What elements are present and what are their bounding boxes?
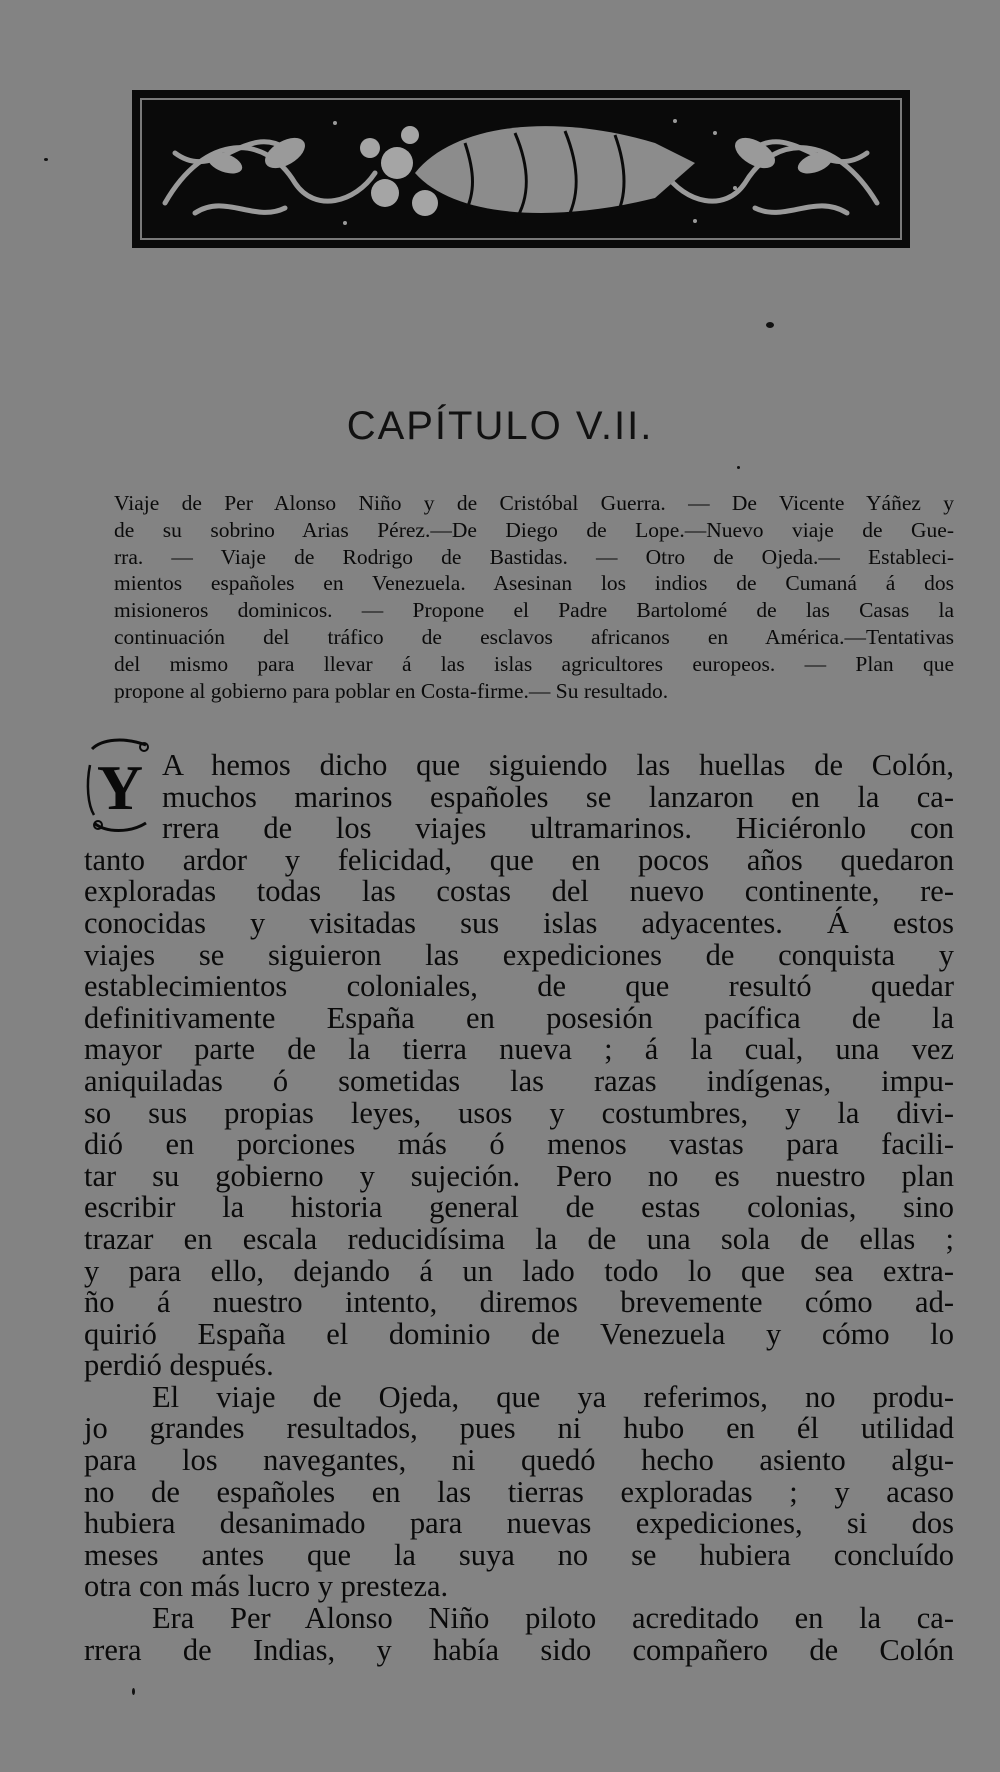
body-line: El viaje de Ojeda, que ya referimos, no produ-	[152, 1379, 954, 1414]
body-line: perdió después.	[84, 1348, 274, 1383]
body-line: meses antes que la suya no se hubiera concluído	[84, 1537, 954, 1572]
summary-line: propone al gobierno para poblar en Costa-firme.— Su resultado.	[114, 678, 669, 703]
body-line: Era Per Alonso Niño piloto acreditado en la ca-	[152, 1601, 954, 1636]
svg-text:Y: Y	[96, 752, 144, 823]
body-line: A hemos dicho que siguiendo las huellas de Colón,	[162, 748, 954, 782]
body-line: muchos marinos españoles se lanzaron en la ca-	[162, 779, 954, 814]
body-line: rrera de los viajes ultramarinos. Hiciéronlo con	[162, 811, 954, 846]
body-line: definitivamente España en posesión pacífica de la	[84, 1000, 954, 1035]
body-line: exploradas todas las costas del nuevo continente, re-	[84, 874, 954, 909]
chapter-summary	[114, 490, 954, 704]
body-line: para los navegantes, ni quedó hecho asiento algu-	[84, 1443, 954, 1478]
body-line: tanto ardor y felicidad, que en pocos años quedaron	[84, 842, 954, 877]
body-line: trazar en escala reducidísima la de una sola de ellas ;	[84, 1221, 954, 1256]
body-line: so sus propias leyes, usos y costumbres, y la divi-	[84, 1095, 954, 1130]
summary-line: mientos españoles en Venezuela. Asesinan los indios de Cumaná á dos	[114, 571, 954, 596]
body-line: mayor parte de la tierra nueva ; á la cual, una vez	[84, 1032, 954, 1067]
print-speck	[132, 1688, 135, 1695]
summary-line: misioneros dominicos. — Propone el Padre Bartolomé de las Casas la	[114, 598, 954, 623]
summary-line: continuación del tráfico de esclavos africanos en América.—Tentativas	[114, 624, 954, 649]
body-line: no de españoles en las tierras exploradas ; y acaso	[84, 1474, 954, 1509]
body-line: rrera de Indias, y había sido compañero de Colón	[84, 1632, 954, 1667]
cornucopia-ornament-icon	[135, 93, 907, 245]
body-line: dió en porciones más ó menos vastas para facili-	[84, 1127, 954, 1162]
chapter-body	[84, 750, 954, 1666]
ornamental-headpiece	[132, 90, 910, 248]
body-line: hubiera desanimado para nuevas expediciones, si dos	[84, 1506, 954, 1541]
body-line: conocidas y visitadas sus islas adyacentes. Á estos	[84, 905, 954, 940]
chapter-title: CAPÍTULO V.II.	[346, 404, 654, 448]
body-line: quirió España el dominio de Venezuela y cómo lo	[84, 1316, 954, 1351]
summary-line: rra. — Viaje de Rodrigo de Bastidas. — Otro de Ojeda.— Estableci-	[114, 544, 954, 569]
body-line: jo grandes resultados, pues ni hubo en él utilidad	[84, 1411, 954, 1446]
body-line: ño á nuestro intento, diremos brevemente cómo ad-	[84, 1285, 954, 1320]
print-speck	[766, 322, 774, 328]
summary-line: del mismo para llevar á las islas agricultores europeos. — Plan que	[114, 651, 954, 676]
print-speck	[44, 158, 48, 161]
summary-line: de su sobrino Arias Pérez.—De Diego de Lope.—Nuevo viaje de Gue-	[114, 517, 954, 542]
body-line: escribir la historia general de estas colonias, sino	[84, 1190, 954, 1225]
summary-line: Viaje de Per Alonso Niño y de Cristóbal Guerra. — De Vicente Yáñez y	[114, 491, 954, 515]
print-speck	[737, 466, 740, 469]
body-line: aniquiladas ó sometidas las razas indígenas, impu-	[84, 1063, 954, 1098]
body-line: viajes se siguieron las expediciones de conquista y	[84, 937, 954, 972]
body-line: establecimientos coloniales, de que resultó quedar	[84, 969, 954, 1004]
body-line: y para ello, dejando á un lado todo lo que sea extra-	[84, 1253, 954, 1288]
body-line: tar su gobierno y sujeción. Pero no es nuestro plan	[84, 1158, 954, 1193]
body-line: otra con más lucro y presteza.	[84, 1569, 449, 1604]
